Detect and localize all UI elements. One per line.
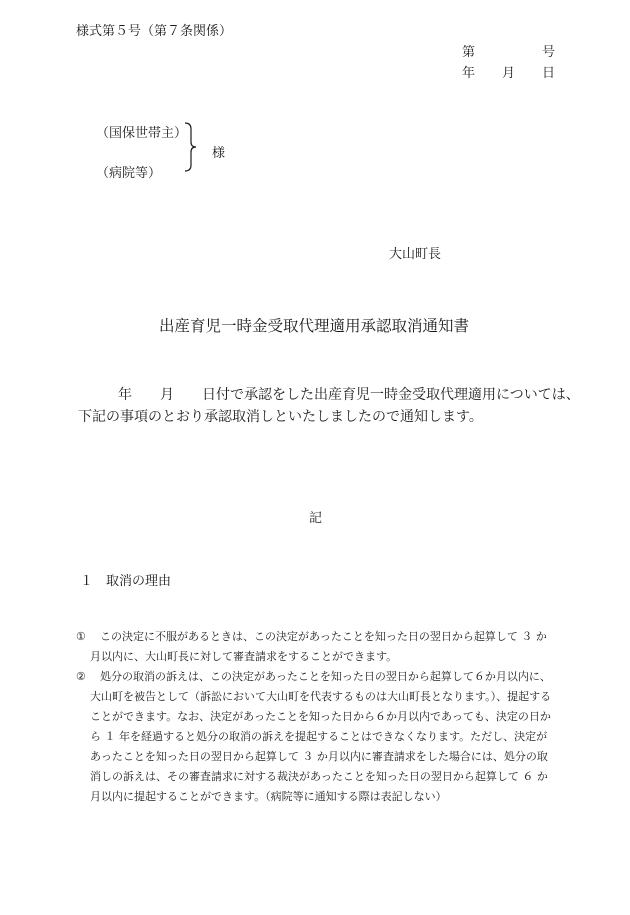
note-line: 月以内に、大山町長に対して審査請求をすることができます。 [90, 650, 398, 663]
body-rest: 日付で承認をした出産育児一時金受取代理適用については、 [202, 387, 580, 403]
note-number: ② [76, 670, 86, 683]
brace-icon [183, 122, 197, 172]
body-line-1 [118, 384, 580, 404]
section-1-heading: １ 取消の理由 [80, 574, 172, 589]
recipient-honorific: 様 [212, 146, 226, 161]
document-date: 年月日 [462, 66, 583, 81]
body-line-2: 下記の事項のとおり承認取消しといたしましたので通知します。 [78, 409, 483, 425]
body-year: 年 [118, 387, 132, 403]
note-line: 消しの訴えは、その審査請求に対する裁決があったことを知った日の翌日から起算して ６ か [90, 770, 548, 783]
note-number: ① [76, 630, 86, 643]
notes-list [76, 627, 562, 807]
document-number: 第号 [462, 45, 623, 60]
body-month: 月 [160, 387, 174, 403]
recipient-hospital: （病院等） [96, 166, 162, 181]
note-line: 処分の取消の訴えは、この決定があったことを知った日の翌日から起算して６か月以内に、 [100, 670, 551, 683]
note-line: 月以内に提起することができます。（病院等に通知する際は表記しない） [90, 790, 447, 803]
form-label: 様式第５号（第７条関係） [76, 24, 233, 39]
note-item [76, 667, 562, 807]
note-line: ことができます。なお、決定があったことを知った日から６か月以内であっても、決定の日か [90, 710, 551, 723]
note-line: 大山町を被告として（訴訟において大山町を代表するものは大山町長となります。）、提起する [90, 690, 552, 703]
document-title: 出産育児一時金受取代理適用承認取消通知書 [159, 317, 470, 335]
note-line: この決定に不服があるときは、この決定があったことを知った日の翌日から起算して ３ か [100, 630, 547, 643]
sender-name: 大山町長 [389, 247, 442, 262]
recipient-household-head: （国保世帯主） [96, 126, 188, 141]
note-item [76, 627, 562, 667]
note-line: ら １ 年を経過すると処分の取消の訴えを提起することはできなくなります。ただし、決定が [90, 730, 548, 743]
ki-heading: 記 [309, 511, 323, 526]
note-line: あったことを知った日の翌日から起算して ３ か月以内に審査請求をした場合には、処分の取 [90, 750, 548, 763]
